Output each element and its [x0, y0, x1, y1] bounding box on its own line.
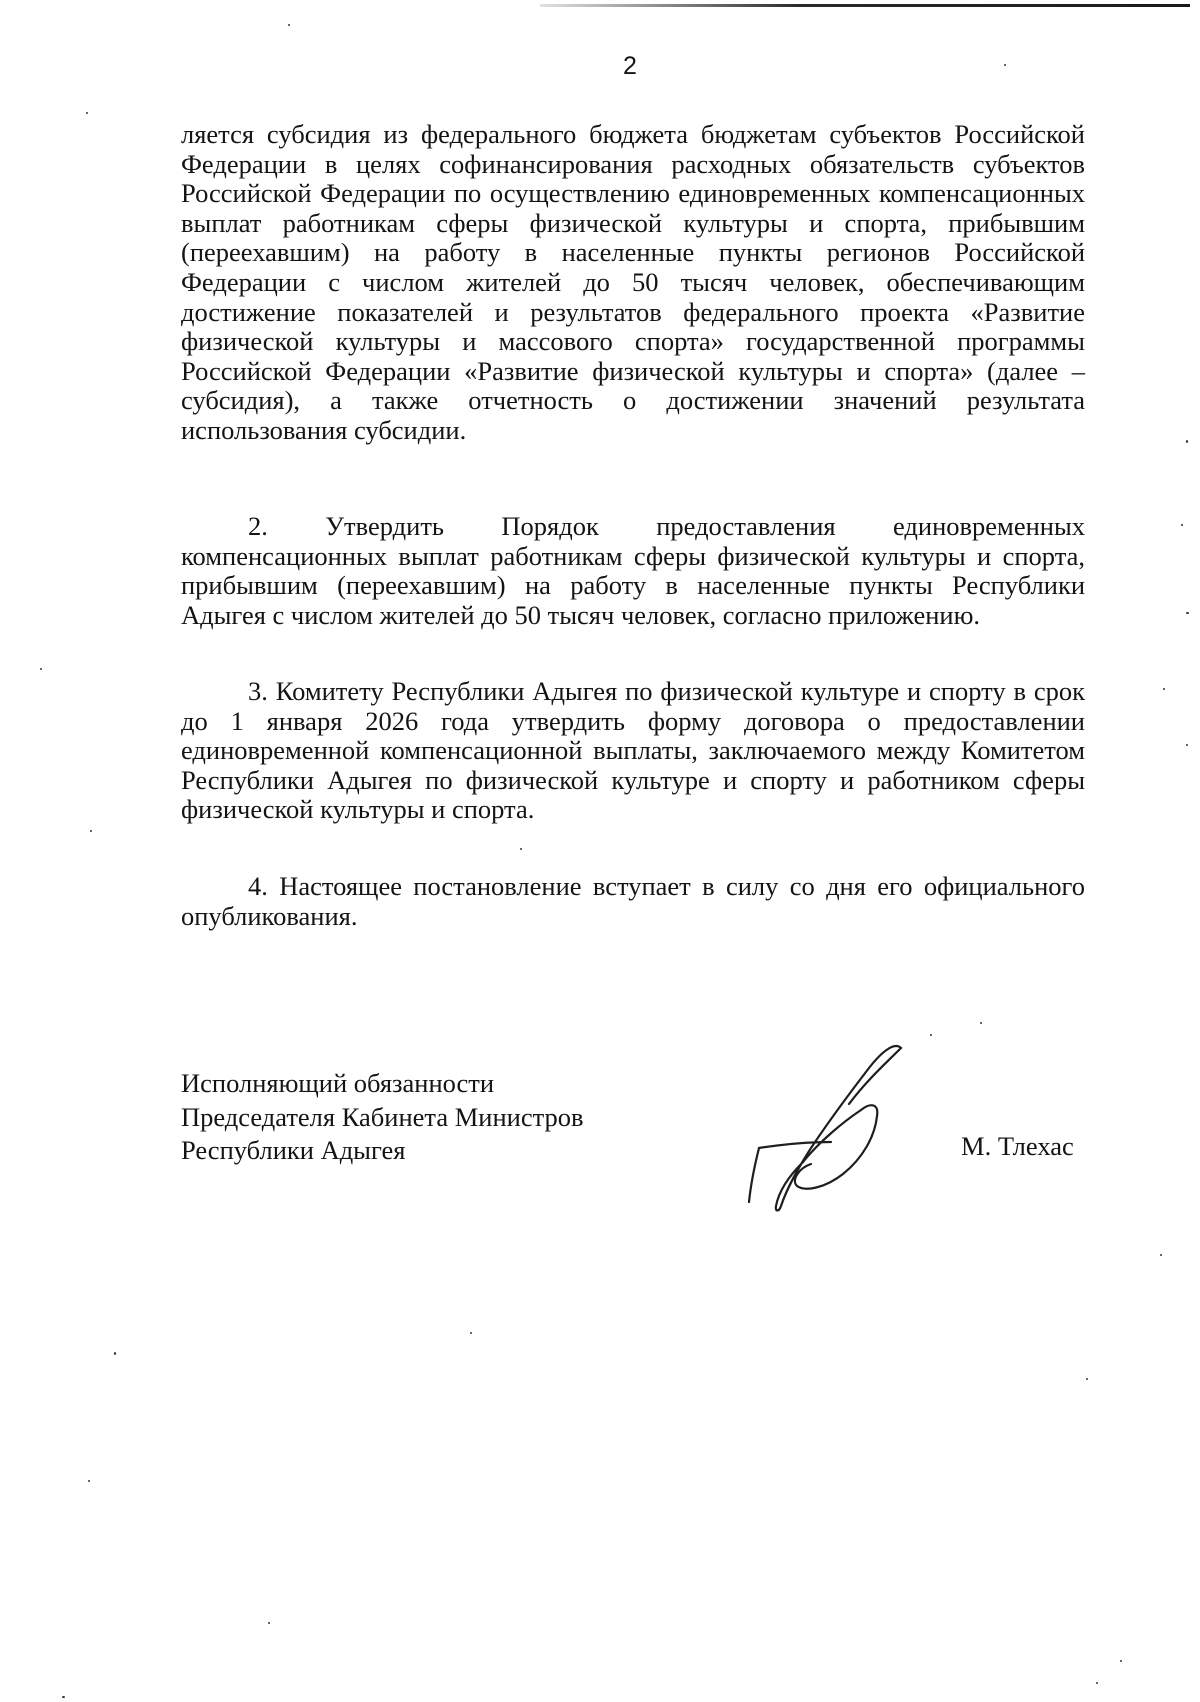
paragraph-item-4: 4. Настоящее постановление вступает в силу со дня его официального опубликования. [181, 871, 1085, 931]
scan-speck [114, 1352, 116, 1355]
scan-speck [86, 112, 88, 114]
scan-speck [288, 24, 290, 26]
position-line-3: Республики Адыгея [181, 1135, 406, 1165]
scan-speck [40, 668, 42, 670]
scan-speck [1186, 440, 1188, 443]
paragraph-continuation: ляется субсидия из федерального бюджета бюджетам субъектов Российской Федерации в целях софинансирования расходных обязательств субъектов Российской Федерации по осуществлению единовременных компенсационных выплат работникам сферы физической культуры и спорта, прибывшим (переехавшим) на работу в населенные пункты регионов Российской Федерации с числом жителей до 50 тысяч человек, обеспечивающим достижение показателей и результатов федерального проекта «Развитие физической культуры и массового спорта» государственной программы Российской Федерации «Развитие физической культуры и спорта» (далее – субсидия), а также отчетность о достижении значений результата использования субсидии. [181, 119, 1085, 445]
scan-speck [1163, 688, 1165, 690]
position-line-2: Председателя Кабинета Министров [181, 1101, 584, 1132]
signatory-position [181, 1067, 584, 1168]
scan-speck [90, 830, 92, 832]
scan-speck [88, 1480, 90, 1482]
position-line-1: Исполняющий обязанности [181, 1068, 495, 1098]
scan-speck [470, 1332, 472, 1334]
scan-edge-line [540, 4, 1190, 7]
scan-speck [1004, 64, 1006, 66]
paragraph-item-3: 3. Комитету Республики Адыгея по физической культуре и спорту в срок до 1 января 2026 года утвердить форму договора о предоставлении единовременной компенсационной выплаты, заключаемого между Комитетом Республики Адыгея по физической культуре и спорту и работником сферы физической культуры и спорта. [181, 676, 1085, 825]
page-number: 2 [623, 52, 637, 80]
scan-speck [1086, 1378, 1088, 1380]
scan-speck [930, 1034, 932, 1036]
scan-speck [1186, 744, 1188, 746]
handwritten-signature-icon [745, 1040, 915, 1220]
scan-speck [62, 1696, 65, 1698]
paragraph-item-2: 2. Утвердить Порядок предоставления единовременных компенсационных выплат работникам сферы физической культуры и спорта, прибывшим (переехавшим) на работу в населенные пункты Республики Адыгея с числом жителей до 50 тысяч человек, согласно приложению. [181, 511, 1085, 630]
scan-speck [1096, 1682, 1098, 1684]
scan-speck [268, 1622, 270, 1624]
scan-speck [520, 848, 522, 850]
scan-speck [1181, 524, 1183, 526]
scan-speck [1120, 1660, 1122, 1662]
scan-speck [980, 1022, 982, 1024]
signer-name: М. Тлехас [961, 1131, 1074, 1161]
scan-speck [1186, 612, 1189, 614]
scan-speck [1160, 1254, 1162, 1256]
